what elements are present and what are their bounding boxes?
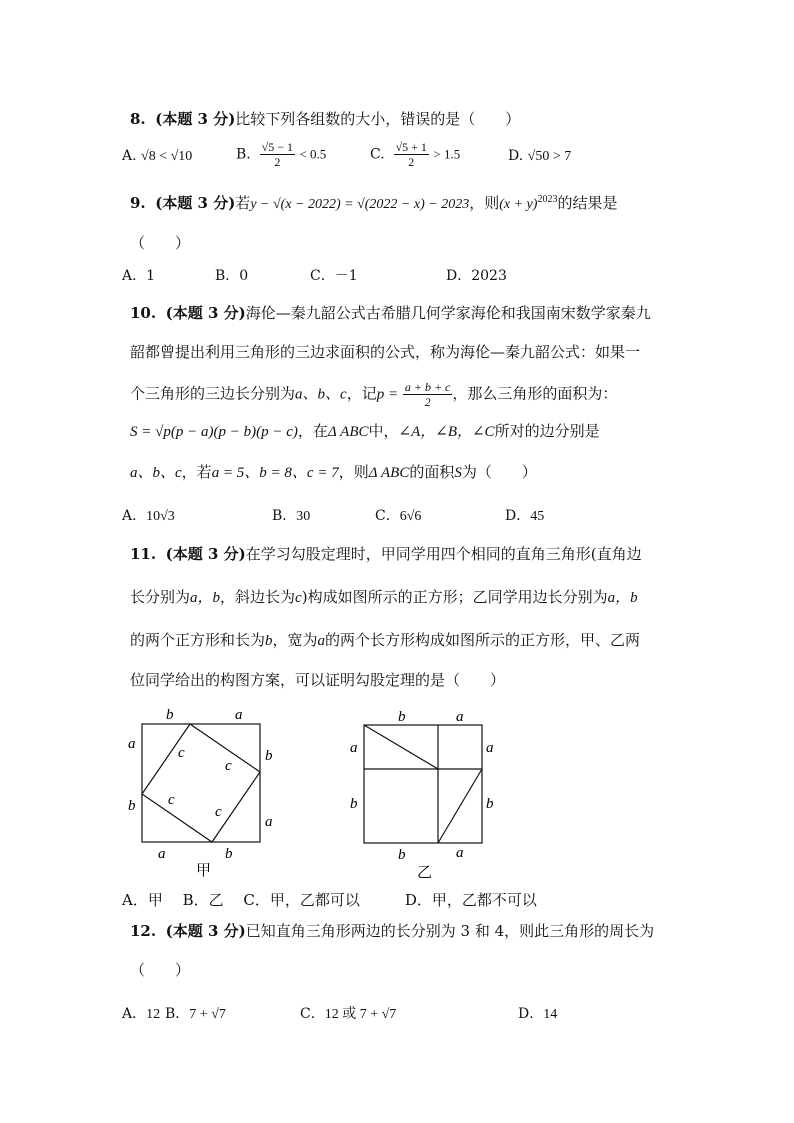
q9-stem: 9. (本题 3 分)若y − √(x − 2022) = √(2022 − x) − 2023，则$(x + y)^{2023}$的结果是 xyxy=(130,194,618,212)
yi-label-a-left: a xyxy=(350,740,358,756)
jia-label-c-2: c xyxy=(225,758,232,774)
q10-option-a: A．10√3 xyxy=(122,508,175,524)
yi-label-a-bottom: a xyxy=(456,845,464,861)
q8-option-b: B. $\frac{√5 - 1}{2}$ < 0.5 xyxy=(236,140,327,169)
figure-jia xyxy=(120,700,290,880)
yi-outer-square xyxy=(364,725,482,843)
q12-option-b: B．7 + √7 xyxy=(165,1006,226,1022)
yi-label-a-top: a xyxy=(456,709,464,725)
q11-line1: 11. (本题 3 分)在学习勾股定理时，甲同学用四个相同的直角三角形(直角边 xyxy=(130,545,642,563)
q8-option-c: C. $\frac{√5 + 1}{2}$ > 1.5 xyxy=(370,140,461,169)
yi-label-b-bottom: b xyxy=(398,847,406,863)
yi-label-b-left: b xyxy=(350,796,358,812)
q9-option-b: B．0 xyxy=(215,268,249,284)
heron-formula: S = √p(p − a)(p − b)(p − c) xyxy=(130,424,298,440)
jia-label-b-bottom: b xyxy=(225,846,233,862)
q10-option-b: B．30 xyxy=(272,508,311,524)
q8-option-d: D. √50 > 7 xyxy=(508,148,572,164)
q12-option-d: D．14 xyxy=(518,1006,558,1022)
jia-label-c-4: c xyxy=(215,804,222,820)
jia-outer-square xyxy=(142,724,260,842)
jia-label-a-bottom: a xyxy=(158,846,166,862)
q10-line5: a、b、c，若a = 5、b = 8、c = 7，则Δ ABC的面积S为（ ） xyxy=(130,463,537,481)
jia-inner-square xyxy=(142,724,260,842)
yi-caption: 乙 xyxy=(417,863,433,880)
yi-diagonal-bottom xyxy=(438,769,482,843)
q8-number: 8. xyxy=(130,110,146,128)
figure-yi xyxy=(340,700,510,880)
q12-stem: 12. (本题 3 分)已知直角三角形两边的长分别为 3 和 4，则此三角形的周长为 xyxy=(130,922,655,940)
yi-diagonal-top xyxy=(364,725,438,769)
q9-equation: y − √(x − 2022) = √(2022 − x) − 2023 xyxy=(250,197,470,212)
q9-paren: （ ） xyxy=(130,234,191,252)
jia-label-c-3: c xyxy=(168,792,175,808)
yi-label-b-right: b xyxy=(486,796,494,812)
q8-meta: (本题 3 分) xyxy=(155,110,236,128)
jia-label-b-left: b xyxy=(128,798,136,814)
jia-label-c-1: c xyxy=(178,745,185,761)
q8-stem xyxy=(130,108,520,129)
jia-label-a-top: a xyxy=(235,707,243,723)
q10-line4: S = √p(p − a)(p − b)(p − c)，在Δ ABC中，∠A，∠B，∠C所对的边分别是 xyxy=(130,422,600,440)
q11-line2: 长分别为a，b，斜边长为c)构成如图所示的正方形；乙同学用边长分别为a，b xyxy=(130,588,638,606)
q10-line3: 个三角形的三边长分别为a、b、c，记p = $\frac{a + b + c}{2}$ ，那么三角形的面积为： xyxy=(130,380,618,409)
q12-option-c: C．12 或 7 + √7 xyxy=(300,1006,397,1022)
q8-text: 比较下列各组数的大小，错误的是（ ） xyxy=(235,110,521,128)
q9-option-c: C．－1 xyxy=(310,268,358,284)
jia-label-a-left: a xyxy=(128,736,136,752)
q10-option-d: D．45 xyxy=(505,508,545,524)
q12-paren: （ ） xyxy=(130,961,191,979)
q12-option-a: A．12 xyxy=(122,1006,161,1022)
q10-line2: 韶都曾提出利用三角形的三边求面积的公式，称为海伦—秦九韶公式：如果一 xyxy=(130,343,641,361)
yi-label-b-top: b xyxy=(398,709,406,725)
q9-option-d: D．2023 xyxy=(446,268,507,284)
jia-label-b-right: b xyxy=(265,748,273,764)
q8-option-a: A. √8 < √10 xyxy=(122,148,193,164)
q10-option-c: C．6√6 xyxy=(375,508,422,524)
jia-label-b-top: b xyxy=(166,707,174,723)
q11-options: A．甲 B．乙 C．甲，乙都可以 D．甲，乙都不可以 xyxy=(122,891,537,909)
q11-line4: 位同学给出的构图方案，可以证明勾股定理的是（ ） xyxy=(130,671,506,689)
jia-caption: 甲 xyxy=(196,861,212,879)
yi-label-a-right: a xyxy=(486,740,494,756)
q10-line1: 10. (本题 3 分)海伦—秦九韶公式古希腊几何学家海伦和我国南宋数学家秦九 xyxy=(130,304,651,322)
q11-line3: 的两个正方形和长为b，宽为a的两个长方形构成如图所示的正方形，甲、乙两 xyxy=(130,631,641,649)
q9-option-a: A．1 xyxy=(122,268,156,284)
jia-label-a-right: a xyxy=(265,814,273,830)
